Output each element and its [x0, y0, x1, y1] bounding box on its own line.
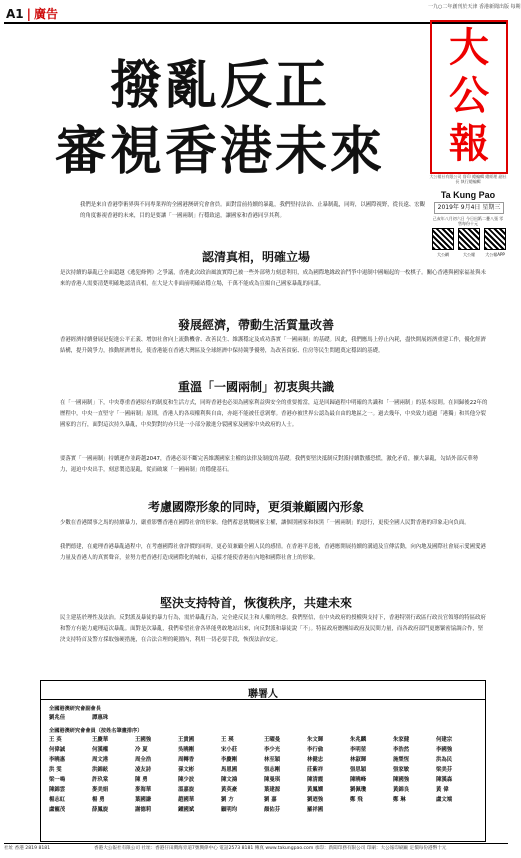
signer-name: 李行倫 [307, 747, 324, 753]
signer-name: 張家敏 [393, 767, 410, 773]
signer-name: 黃錦良 [393, 787, 410, 793]
signers-title: 聯署人 [248, 689, 278, 700]
signers-group-2-title: 全國港澳研究會會員（按姓名筆畫排序） [49, 728, 143, 734]
signer-name: 梁美芬 [436, 767, 453, 773]
footer [4, 843, 508, 857]
signer-name: 陳少波 [178, 777, 195, 783]
qr-code-icon [484, 228, 506, 250]
logo-char-1: 大 [449, 24, 489, 71]
signer-name: 王 英 [49, 737, 62, 743]
footer-left: 社址 香港 2819 8181 [4, 846, 51, 851]
signer-name: 李少光 [264, 747, 281, 753]
signer-name: 顏佑芬 [264, 807, 281, 813]
signer-name: 趙國華 [178, 797, 195, 803]
signer-name: 冷 夏 [135, 747, 148, 753]
signer-name: 朱文暉 [307, 737, 324, 743]
logo-char-2: 公 [449, 72, 489, 119]
logo-char-3: 報 [449, 120, 489, 167]
label-separator: | [26, 7, 32, 21]
signer-name [393, 805, 436, 815]
signer-name: 陳錦雲 [49, 787, 66, 793]
signer-name: 葉建源 [264, 787, 281, 793]
signer-name: 陳 勇 [135, 777, 148, 783]
signer-name: 張志剛 [264, 767, 281, 773]
page-label [6, 5, 58, 22]
signer-name: 王曜曼 [264, 737, 281, 743]
signer-name: 李浩然 [393, 747, 410, 753]
signer-name: 鄭 飛 [350, 797, 363, 803]
masthead-logo [430, 20, 508, 174]
signer-name: 陳國強 [393, 777, 410, 783]
signer-name: 吳曉剛 [178, 747, 195, 753]
masthead-english: Ta Kung Pao [440, 190, 496, 200]
footer-right: 香港大公報社有限公司 社址：香港仔田灣海旁道7號興偉中心 電話2573 8181 傳真 www.takungpao.com 承印：新聞印務有限公司 印刷：大公報印刷廠 定價每份港幣十元 [94, 846, 447, 851]
signer-name: 劉兆佳 [49, 715, 66, 721]
signer-name: 馬恩國 [221, 767, 238, 773]
signer-name: 顧明均 [221, 807, 238, 813]
signer-name: 李明堃 [350, 747, 367, 753]
masthead-small-text: 大公報社有限公司 督印 總編輯 總經理 副社長 執行總編輯 [429, 174, 507, 184]
headline-line-2: 審視香港未來 [54, 122, 385, 182]
signer-name: 陳清霞 [307, 777, 324, 783]
signer-name: 黃英豪 [221, 787, 238, 793]
signer-name: 洪為民 [436, 757, 453, 763]
signer-name: 李曉惠 [49, 757, 66, 763]
signer-name: 莊紫祥 [307, 767, 324, 773]
signer-name: 謝德莉 [135, 807, 152, 813]
signer-name: 陳曉峰 [350, 777, 367, 783]
signer-name: 陳文鴻 [221, 777, 238, 783]
qr-label: 大公網 [437, 252, 449, 257]
signers-group-1-list [49, 713, 479, 723]
signer-name: 周文港 [92, 757, 109, 763]
signer-name: 朱家健 [393, 737, 410, 743]
signer-name: 鄭 琳 [393, 797, 406, 803]
qr-code-icon [432, 228, 454, 250]
signer-name: 譚惠珠 [92, 715, 109, 721]
section-title-1: 認清真相，明確立場 [201, 250, 310, 264]
signer-name: 何建宗 [436, 737, 453, 743]
signer-name: 王貴國 [178, 737, 195, 743]
masthead-info: 己亥年八月初六日 今日出紙二疊八張 零售每份十元 [432, 216, 504, 226]
signer-name: 林淑暉 [350, 757, 367, 763]
page-number: A1 [6, 7, 24, 21]
intro-paragraph: 我們是來自香港學術界與不同專業界的全國港澳研究會會員。面對當前持續的暴亂，我們堅持法治、止暴制亂，同時，以國際視野，從長遠、宏觀的角度審視香港的未來，目的是要讓「一國兩制」行穩致遠，讓國家和香港同享其利。 [80, 202, 426, 219]
qr-label: 大公報APP [485, 252, 505, 257]
signer-name: 朱兆麟 [350, 737, 367, 743]
signer-name: 施榮恆 [393, 757, 410, 763]
signer-name: 凌友詩 [135, 767, 152, 773]
signer-name: 楊志紅 [49, 797, 66, 803]
signer-name: 楊 勇 [92, 797, 105, 803]
signer-name: 王 瑛 [221, 737, 234, 743]
qr-label: 大公報 [463, 252, 475, 257]
signer-name: 劉 方 [221, 797, 234, 803]
signer-name: 林健忠 [307, 757, 324, 763]
masthead-top-line: 一九○二年創刊於天津 香港新聞出版 每期 [428, 4, 521, 10]
signer-name: 李國強 [436, 747, 453, 753]
signer-name [436, 805, 479, 815]
section-4-paragraph-2: 我們德建，在處理香港暴亂過程中，在考慮國際社會評價的同時，更必須兼顧全國人民的感情。在香港平息後，香港應開展持續的溝通及宣傳活動，向內地及國際社會展示愛國愛港力量及香港人的真實聲音，並努力把香港打造成國際化的城市，這樣才能使香港在內地和國際社會上的形象。 [60, 544, 486, 561]
section-title-2: 發展經濟，帶動生活質量改善 [177, 318, 334, 332]
section-label: 廣告 [34, 7, 59, 21]
signer-name: 羅祥國 [307, 807, 324, 813]
signer-name: 陳曼琪 [264, 777, 281, 783]
signer-name: 王慶華 [92, 737, 109, 743]
signer-name: 張思穎 [350, 767, 367, 773]
signer-name: 劉迺強 [307, 797, 324, 803]
signer-name: 陳漢森 [436, 777, 453, 783]
signer-name: 麥海華 [135, 787, 152, 793]
masthead [428, 4, 521, 268]
section-title-3: 重溫「一國兩制」初衷與共識 [177, 380, 334, 394]
signer-name: 劉 嘉 [264, 797, 277, 803]
qr-code-icon [458, 228, 480, 250]
signer-name: 盧文端 [436, 797, 453, 803]
signer-name: 許玖棠 [92, 777, 109, 783]
signer-name: 宋小莊 [221, 747, 238, 753]
qr-code-3[interactable] [484, 228, 506, 264]
signer-name: 黃鳳嫺 [307, 787, 324, 793]
signer-name [350, 805, 393, 815]
signers-divider [41, 699, 485, 700]
section-1-paragraph: 是次持續的暴亂已全面超越《逃犯條例》之爭議，香港此次政治風波實際已被一些外部勢力刻意利用，成為國際地緣政治鬥爭中遏制中國崛起的一枚棋子。關心香港與國家福祉與未來的香港人需要清楚明確地認清真相，在大是大非面前明確站穩立場，千萬不能成為宣揚自己國家暴亂的同謀。 [60, 270, 486, 287]
signer-name: 薛鳳旋 [92, 807, 109, 813]
signer-name: 溫嘉旋 [178, 787, 195, 793]
signer-name: 李慶剛 [221, 757, 238, 763]
section-3-paragraph-2: 要落實「一國兩制」持續運作並跨越2047，香港必須不斷完善維護國家主權的法律及制度的基礎。我們要堅決抵制反對派持續散播恐慌，激化矛盾，擴大暴亂，勾結外部反華勢力，遏迫中央出手，刻意製造混亂，從而破壞「一國兩制」的穩健基石。 [60, 456, 479, 473]
signer-name: 麥美娟 [92, 787, 109, 793]
signer-name: 王國強 [135, 737, 152, 743]
section-4-paragraph-1: 少數在香港鬧事之馬的持續暴力，嚴重影響香港在國際社會的形象。他們蓄意挑戰國家主權，讓個別國家和抹黑「一國兩制」的惡行，更使全國人民對香港的印象走向負面。 [60, 520, 470, 526]
section-3-paragraph-1: 在「一國兩制」下，中央尊重香港原有的制度和生活方式，同時香港也必須為國家利益與安全的重要擔當，這是回歸過程中明確的共識和「一國兩制」的基本原則。在回歸後22年的歷程中，中央一直堅守「一國兩制」原則，香港人的各項權利與自由，亦絕不能被任意剝奪。香港亦被世界公認為最自由的地區之一。過去幾年，中央致力通過「港獨」和其他分裂國家的言行，面對這次持久暴亂，中央對對約亦只是一小部分激進分裂國家及國家中央政府的人士。 [60, 400, 488, 428]
signer-name: 周轉香 [178, 757, 195, 763]
signers-box [40, 680, 486, 842]
signer-name: 周全浩 [135, 757, 152, 763]
signer-name: 洪 雯 [49, 767, 62, 773]
signers-group-1-title: 全國港澳研究會副會長 [49, 706, 101, 712]
signer-name: 黃 偉 [436, 787, 449, 793]
signers-group-2-list [49, 735, 479, 815]
signer-name: 林至穎 [264, 757, 281, 763]
signer-name: 洪錦鉉 [92, 767, 109, 773]
signer-name: 鍾國斌 [178, 807, 195, 813]
section-2-paragraph: 香港經濟持續發展是促進公平正義、增加社會向上流動機會、改善民生、維護穩定及成功落實「一國兩制」的基礎。因此，我們應馬上停止內耗，盡快開展經濟重建工作，優化經濟結構，提升競爭力，推動經濟增長，使香港能在香港大灣區及全球經濟中保持競爭優勢，為改善貧窮、住房等民生問題奠定穩固的基礎。 [60, 337, 486, 354]
signer-name: 梁一鳴 [49, 777, 66, 783]
section-title-4: 考慮國際形象的同時，更須兼顧國內形象 [147, 500, 364, 514]
signer-name: 何漢權 [92, 747, 109, 753]
signer-name: 何偉誠 [49, 747, 66, 753]
signer-name: 孫文彬 [178, 767, 195, 773]
headline-line-1: 撥亂反正 [109, 56, 330, 116]
signer-name: 葉國謙 [135, 797, 152, 803]
signer-name: 劉佩瓊 [350, 787, 367, 793]
section-title-5: 堅決支持特首，恢復秩序，共建未來 [159, 596, 352, 610]
masthead-date: 2019年 9月4日 星期三 [434, 202, 504, 214]
section-5-paragraph: 民主建基於理性及法治。反對派及暴徒的暴力行為，需於暴亂行為，完全違反民主和人權的理念。我們堅信，在中央政府的授權與支持下，香港特別行政區行政長官領導的特區政府和警方有能力處理這次暴亂。面對是次暴亂，我們希望社會各界能勇敢地站出來，向反對派和暴徒說「不」。特區政府應團結政府及民間力量，而各政府部門更應緊密協調合作，堅決支持特首及警方採取強硬措施，在合法合理的範圍內，利用一切必要手段，恢復法治安定。 [60, 615, 486, 643]
signer-name: 盧寵茂 [49, 807, 66, 813]
